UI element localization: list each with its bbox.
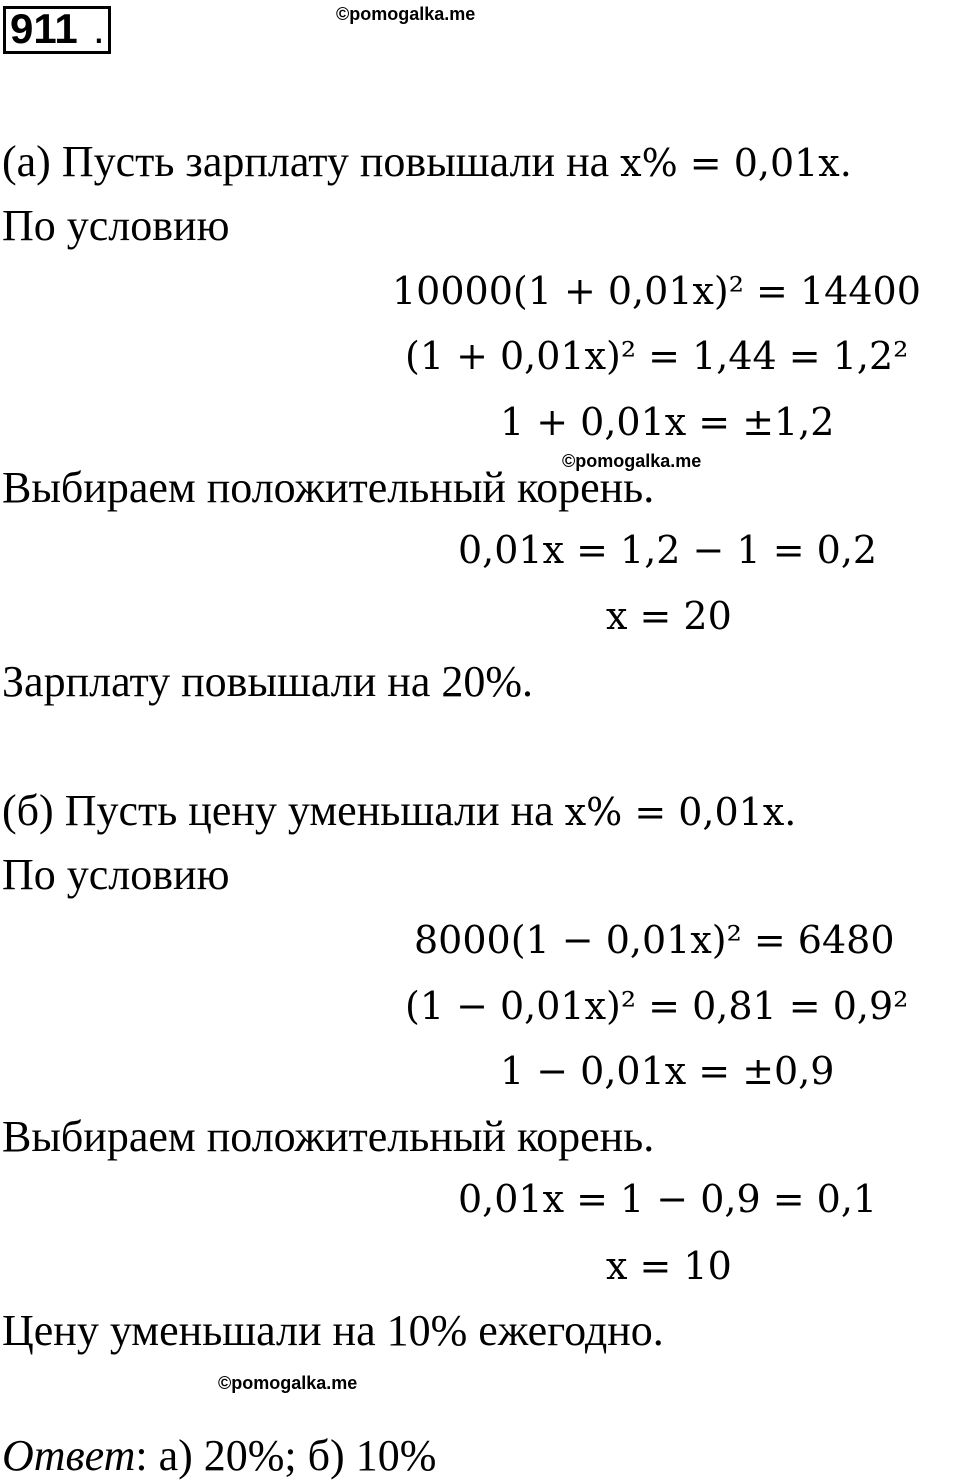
- problem-number-dot: .: [93, 5, 105, 52]
- watermark-top: ©pomogalka.me: [336, 4, 476, 24]
- answer-line: [2, 1430, 436, 1482]
- part-a-equation-5: x = 20: [606, 594, 732, 638]
- watermark-middle: ©pomogalka.me: [562, 451, 702, 471]
- part-b-equation-5: x = 10: [606, 1244, 732, 1288]
- part-b-intro-math: x% = 0,01x.: [564, 790, 797, 834]
- part-a-conclusion: Зарплату повышали на 20%.: [2, 657, 534, 706]
- answer-label: Ответ: [2, 1431, 136, 1480]
- part-a-choose-root: Выбираем положительный корень.: [2, 463, 655, 512]
- part-a-condition: По условию: [2, 201, 230, 250]
- part-a-intro-math: x% = 0,01x.: [620, 141, 852, 185]
- part-a-intro-text: (а) Пусть зарплату повышали на: [2, 137, 621, 186]
- part-b-conclusion: Цену уменьшали на 10% ежегодно.: [2, 1306, 664, 1355]
- answer-text: : а) 20%; б) 10%: [135, 1431, 437, 1480]
- part-a-equation-4: 0,01x = 1,2 − 1 = 0,2: [458, 528, 878, 572]
- part-b-equation-2: (1 − 0,01x)² = 0,81 = 0,9²: [405, 984, 909, 1028]
- part-b-equation-1: 8000(1 − 0,01x)² = 6480: [414, 918, 895, 962]
- part-b-choose-root: Выбираем положительный корень.: [2, 1112, 655, 1161]
- problem-number: 911: [10, 5, 78, 52]
- part-a-intro: [2, 136, 852, 189]
- part-b-equation-3: 1 − 0,01x = ±0,9: [500, 1049, 835, 1093]
- part-a-equation-3: 1 + 0,01x = ±1,2: [500, 400, 835, 444]
- part-b-equation-4: 0,01x = 1 − 0,9 = 0,1: [458, 1177, 878, 1221]
- part-a-equation-2: (1 + 0,01x)² = 1,44 = 1,2²: [405, 334, 909, 378]
- part-b-intro-text: (б) Пусть цену уменьшали на: [2, 786, 565, 835]
- part-b-intro: [2, 785, 796, 838]
- part-b-condition: По условию: [2, 850, 230, 899]
- watermark-bottom: ©pomogalka.me: [218, 1373, 358, 1393]
- part-a-equation-1: 10000(1 + 0,01x)² = 14400: [392, 269, 921, 313]
